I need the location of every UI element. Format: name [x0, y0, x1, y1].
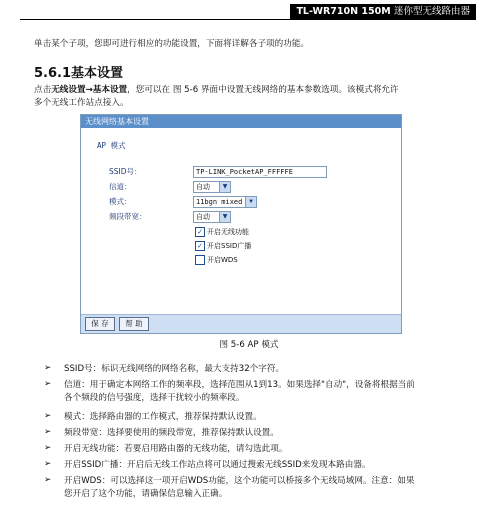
chevron-down-icon: ▼ — [219, 212, 230, 222]
bullet-item — [64, 443, 484, 456]
panel-body — [81, 128, 401, 315]
mode-label: 模式： — [109, 197, 132, 206]
enable-wds-label: 开启WDS — [207, 256, 238, 264]
panel-title: 无线网络基本设置 — [81, 115, 401, 128]
bullet-line: 开启无线功能：若要启用路由器的无线功能，请勾选此项。 — [64, 444, 288, 454]
ssid-label: SSID号： — [109, 167, 142, 176]
chevron-down-icon: ▼ — [219, 182, 230, 192]
channel-select[interactable]: 自动 ▼ — [193, 181, 231, 193]
section-title: 5.6.1基本设置 — [34, 66, 124, 81]
bullet-item — [64, 459, 484, 472]
enable-ssid-broadcast-checkbox[interactable]: ✓ — [195, 241, 205, 251]
bullet-item — [64, 379, 484, 405]
save-button[interactable]: 保 存 — [85, 317, 115, 331]
panel-footer — [81, 314, 401, 333]
enable-wireless-checkbox[interactable]: ✓ — [195, 227, 205, 237]
header-title: TL-WR710N 150M 迷你型无线路由器 — [290, 4, 476, 19]
bullet-line: 各个频段的信号强度，选择干扰较小的频率段。 — [64, 393, 245, 403]
bullet-line: SSID号：标识无线网络的网络名称，最大支持32个字符。 — [64, 364, 285, 374]
page-header — [0, 0, 498, 20]
bullet-line: 开启SSID广播：开启后无线工作站点将可以通过搜索无线SSID来发现本路由器。 — [64, 460, 371, 470]
ssid-input[interactable]: TP-LINK_PocketAP_FFFFFE — [193, 166, 327, 178]
bandwidth-label: 频段带宽： — [109, 212, 147, 221]
bandwidth-select[interactable]: 自动 ▼ — [193, 211, 231, 223]
intro-text: 单击某个子项，您即可进行相应的功能设置，下面将详解各子项的功能。 — [34, 39, 310, 49]
bullet-line: 信道：用于确定本网络工作的频率段，选择范围从1到13。如果选择"自动"，设备将根据当前 — [64, 380, 415, 390]
help-button[interactable]: 帮 助 — [119, 317, 149, 331]
bullet-icon: ➢ — [44, 475, 52, 485]
bullet-item — [64, 411, 484, 424]
bullet-icon: ➢ — [44, 459, 52, 469]
body-paragraph-2: 多个无线工作站点接入。 — [34, 98, 129, 108]
chevron-down-icon: ▼ — [245, 197, 256, 207]
bullet-icon: ➢ — [44, 427, 52, 437]
bullet-icon: ➢ — [44, 443, 52, 453]
bullet-line: 模式：选择路由器的工作模式，推荐保持默认设置。 — [64, 412, 262, 422]
bullet-item — [64, 427, 484, 440]
enable-ssid-broadcast-label: 开启SSID广播 — [207, 242, 252, 250]
bullet-line: 开启WDS：可以选择这一项开启WDS功能，这个功能可以桥接多个无线局域网。注意：如果 — [64, 476, 415, 486]
body-paragraph: 点击无线设置→基本设置，您可以在 图 5-6 界面中设置无线网络的基本参数选项。该模式将允许 — [34, 85, 399, 95]
bullet-icon: ➢ — [44, 363, 52, 373]
wireless-settings-panel — [80, 114, 402, 334]
enable-wds-checkbox[interactable] — [195, 255, 205, 265]
bullet-line: 您开启了这个功能，请确保信息输入正确。 — [64, 489, 228, 499]
bullet-icon: ➢ — [44, 411, 52, 421]
bullet-item — [64, 363, 484, 376]
mode-select[interactable]: 11bgn mixed ▼ — [193, 196, 257, 208]
ap-mode-label: AP 模式 — [97, 141, 126, 150]
channel-label: 信道： — [109, 182, 132, 191]
enable-wireless-label: 开启无线功能 — [207, 228, 249, 236]
bullet-line: 频段带宽：选择要使用的频段带宽，推荐保持默认设置。 — [64, 428, 279, 438]
bullet-item — [64, 475, 484, 501]
bullet-icon: ➢ — [44, 379, 52, 389]
figure-caption: 图 5-6 AP 模式 — [219, 340, 279, 350]
header-rule — [20, 19, 476, 20]
